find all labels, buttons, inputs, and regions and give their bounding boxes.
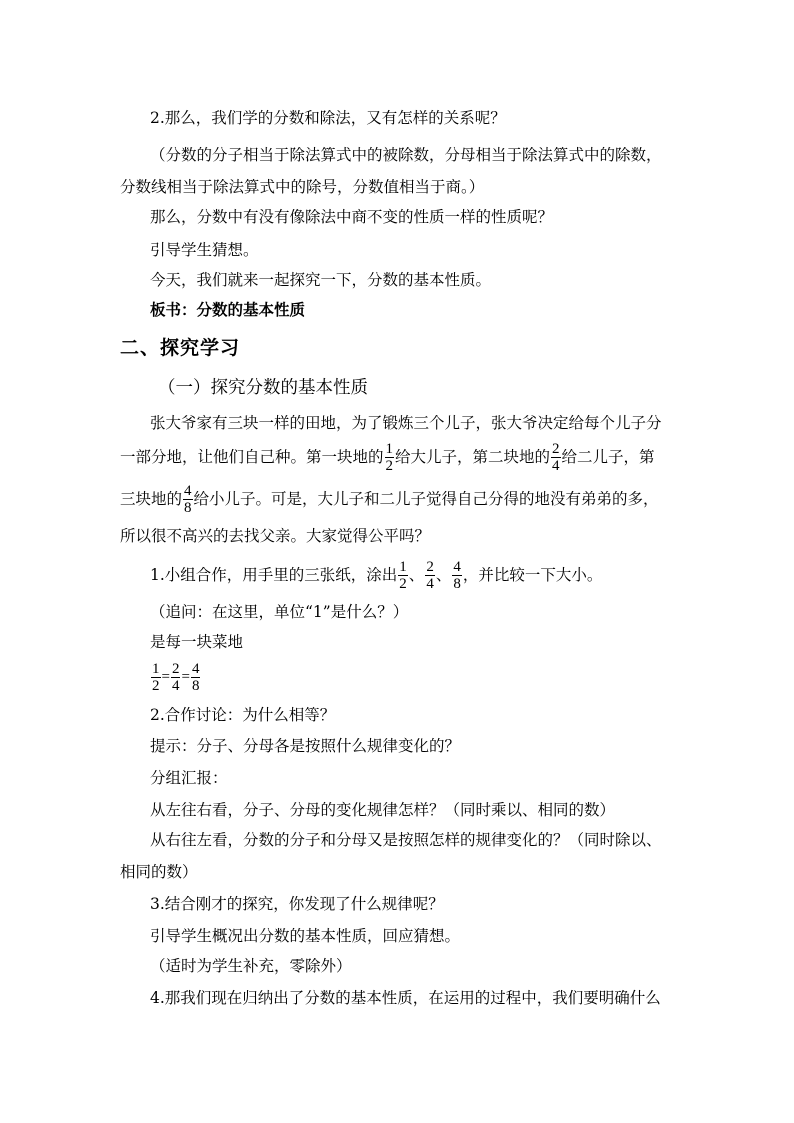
follow-up-answer: 是每一块菜地	[150, 633, 244, 651]
hint: 提示：分子、分母各是按照什么规律变化的？	[150, 737, 461, 755]
story-line-4: 所以很不高兴的去找父亲。大家觉得公平吗？	[120, 527, 431, 545]
group-report: 分组汇报：	[150, 769, 228, 787]
task-4: 4.那我们现在归纳出了分数的基本性质，在运用的过程中，我们要明确什么	[150, 989, 661, 1007]
paragraph-answer-line-2: 分数线相当于除法算式中的除号，分数值相当于商。）	[120, 178, 485, 196]
fraction-four-eighths: $\frac{4}{8}$	[184, 482, 192, 516]
story-line-3: 三块地的 $\frac{4}{8}$ 给小儿子。可是，大儿子和二儿子觉得自己分得的地没有弟弟的多，	[120, 482, 659, 516]
task-3: 3.结合刚才的探究，你发现了什么规律呢？	[150, 895, 444, 913]
right-to-left-line-1: 从右往左看，分数的分子和分母又是按照怎样的规律变化的？（同时除以、	[150, 831, 662, 849]
paragraph-question-3: 那么，分数中有没有像除法中商不变的性质一样的性质呢？	[150, 208, 554, 226]
fraction-equation: $\frac{1}{2}$ = $\frac{2}{4}$ = $\frac{4}{8}$	[152, 660, 200, 694]
summary-guide: 引导学生概况出分数的基本性质，回应猜想。	[150, 927, 461, 945]
fraction-four-eighths: $\frac{4}{8}$	[191, 660, 200, 694]
paragraph-today: 今天，我们就来一起探究一下，分数的基本性质。	[150, 271, 492, 289]
left-to-right: 从左往右看，分子、分母的变化规律怎样？（同时乘以、相同的数）	[150, 801, 616, 819]
follow-up-question: （追问：在这里，单位“1”是什么？）	[150, 603, 409, 621]
task-1-line: 1.小组合作，用手里的三张纸，涂出 $\frac{1}{2}$ 、 $\frac{2}{4}$ 、 $\frac{4}{8}$ ，并比较一下大小。	[150, 558, 603, 592]
discussion-question: 2.合作讨论：为什么相等？	[150, 706, 336, 724]
supplement-note: （适时为学生补充，零除外）	[150, 957, 352, 975]
fraction-four-eighths: $\frac{4}{8}$	[453, 558, 461, 592]
fraction-one-half: $\frac{1}{2}$	[385, 440, 394, 474]
section-heading: 二、探究学习	[120, 337, 241, 359]
fraction-two-fourths: $\frac{2}{4}$	[552, 440, 560, 474]
paragraph-question-2: 2.那么，我们学的分数和除法，又有怎样的关系呢？	[150, 109, 506, 127]
fraction-one-half: $\frac{1}{2}$	[399, 558, 407, 592]
board-title: 板书：分数的基本性质	[150, 300, 306, 319]
paragraph-answer-line-1: （分数的分子相当于除法算式中的被除数，分母相当于除法算式中的除数，	[150, 146, 662, 164]
story-line-1: 张大爷家有三块一样的田地，为了锻炼三个儿子，张大爷决定给每个儿子分	[150, 414, 662, 432]
fraction-one-half: $\frac{1}{2}$	[152, 660, 160, 694]
right-to-left-line-2: 相同的数）	[120, 863, 198, 881]
fraction-two-fourths: $\frac{2}{4}$	[426, 558, 434, 592]
fraction-two-fourths: $\frac{2}{4}$	[171, 660, 180, 694]
paragraph-guess: 引导学生猜想。	[150, 241, 259, 259]
subsection-heading: （一）探究分数的基本性质	[158, 378, 368, 398]
story-line-2: 一部分地，让他们自己种。第一块地的 $\frac{1}{2}$ 给大儿子，第二块地的 $\frac{2}{4}$ 给二儿子，第	[120, 440, 655, 474]
